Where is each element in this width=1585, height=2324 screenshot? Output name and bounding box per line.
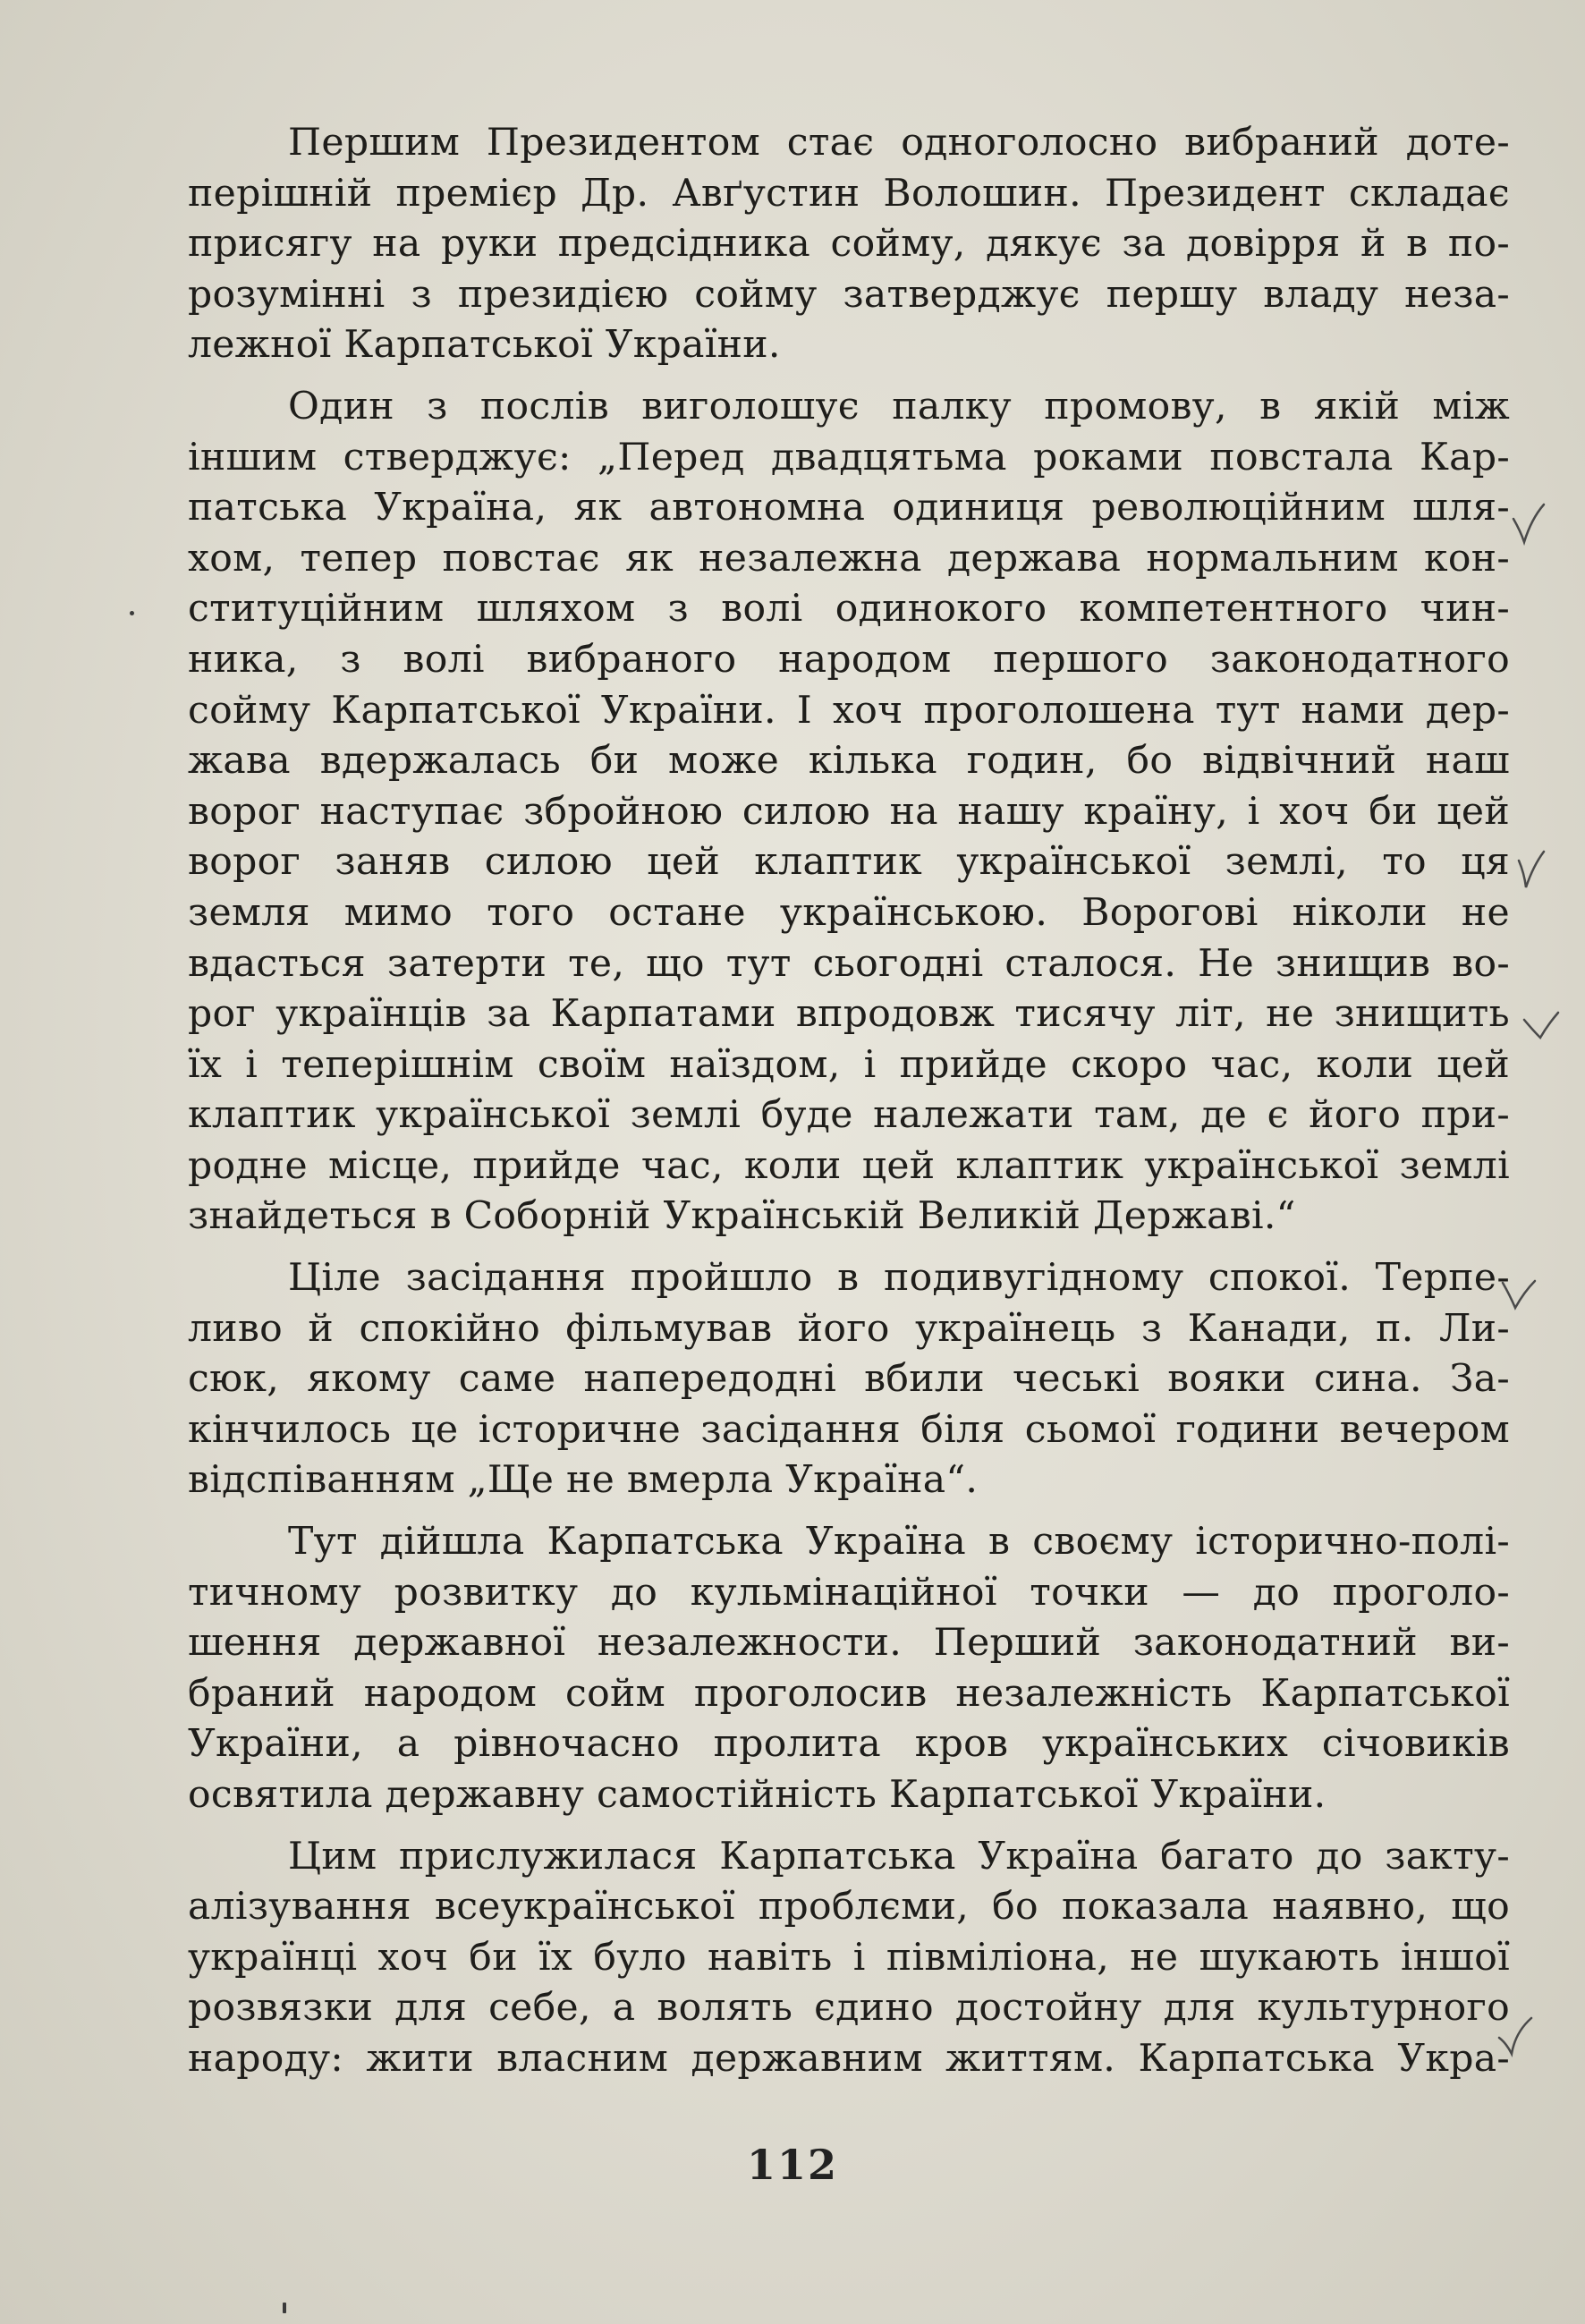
text-line: ституційним шляхом з волі одинокого компетентного чин- [188,587,1510,632]
text-line: ливо й спокійно фільмував його українець з Канади, п. Ли- [188,1306,1510,1351]
text-line: лежної Карпатської України. [188,323,781,368]
checkmark-icon [1512,846,1553,896]
text-line: народу: жити власним державним життям. Карпатська Укра- [188,2036,1510,2081]
body-text [188,118,1510,2085]
paragraph [188,1253,1510,1506]
text-line: іншим стверджує: „Перед двадцятьма роками повстала Кар- [188,435,1510,479]
text-line: ворог заняв силою цей клаптик української землі, то ця [188,840,1510,885]
text-line: алізування всеукраїнської проблєми, бо показала наявно, що [188,1885,1510,1930]
text-line: кінчилось це історичне засідання біля сьомої години вечером [188,1407,1510,1452]
text-line: ворог наступає збройною силою на нашу країну, і хоч би цей [188,789,1510,834]
text-line: земля мимо того остане українською. Ворогові ніколи не [188,890,1510,935]
text-line: Тут дійшла Карпатська Україна в своєму історично-полі- [288,1520,1510,1565]
text-line: Один з послів виголошує палку промову, в якій між [288,384,1510,428]
text-line: Цим прислужилася Карпатська Україна багато до закту- [288,1834,1510,1879]
text-line: ника, з волі вибраного народом першого законодатного [188,637,1510,682]
text-line: клаптик української землі буде належати там, де є його при- [188,1093,1510,1138]
text-line: шення державної незалежности. Перший законодатний ви- [188,1621,1510,1666]
text-line: Першим Президентом стає одноголосно вибраний доте- [288,121,1510,165]
paragraph [188,382,1510,1243]
text-line: хом, тепер повстає як незалежна держава нормальним кон- [188,536,1510,581]
text-line: вдасться затерти те, що тут сьогодні сталося. Не знищив во- [188,941,1510,986]
text-line: сойму Карпатської України. І хоч проголошена тут нами дер- [188,688,1510,733]
paragraph [188,1832,1510,2085]
checkmark-icon [1496,2013,1537,2063]
text-line: розумінні з президією сойму затверджує першу владу неза- [188,272,1510,317]
text-line: їх і теперішнім своїм наїздом, і прийде скоро час, коли цей [188,1042,1510,1087]
text-line: Ціле засідання пройшло в подивугідному спокої. Терпе- [288,1256,1510,1301]
text-line: родне місце, прийде час, коли цей клаптик української землі [188,1143,1510,1188]
text-line: тичному розвитку до кульмінаційної точки — до проголо- [188,1570,1510,1615]
text-line: рог українців за Карпатами впродовж тисячу літ, не знищить [188,992,1510,1037]
text-line: розвязки для себе, а волять єдино достойну для культурного [188,1986,1510,2031]
text-line: перішній премієр Др. Авґустин Волошин. Президент складає [188,171,1510,216]
paragraph [188,1517,1510,1821]
checkmark-icon [1499,1270,1540,1320]
page-number: 112 [746,2141,839,2189]
text-line: освятила державну самостійність Карпатської України. [188,1773,1326,1817]
text-line: браний народом сойм проголосив незалежність Карпатської [188,1671,1510,1716]
text-line: відспіванням „Ще не вмерла Україна“. [188,1458,979,1503]
text-line: патська Україна, як автономна одиниця революційним шля- [188,486,1510,530]
checkmark-icon [1508,499,1549,549]
paragraph [188,118,1510,371]
speck [130,611,134,615]
text-line: України, а рівночасно пролита кров українських січовиків [188,1722,1510,1767]
text-line: українці хоч би їх було навіть і півміліона, не шукають іншої [188,1935,1510,1980]
text-line: знайдеться в Соборній Українській Великій Державі.“ [188,1194,1296,1239]
speck [283,2303,286,2313]
checkmark-icon [1521,1000,1562,1050]
text-line: присягу на руки предсідника сойму, дякує за довірря й в по- [188,222,1510,267]
text-line: сюк, якому саме напередодні вбили чеські вояки сина. За- [188,1357,1510,1402]
text-line: жава вдержалась би може кілька годин, бо відвічний наш [188,739,1510,784]
